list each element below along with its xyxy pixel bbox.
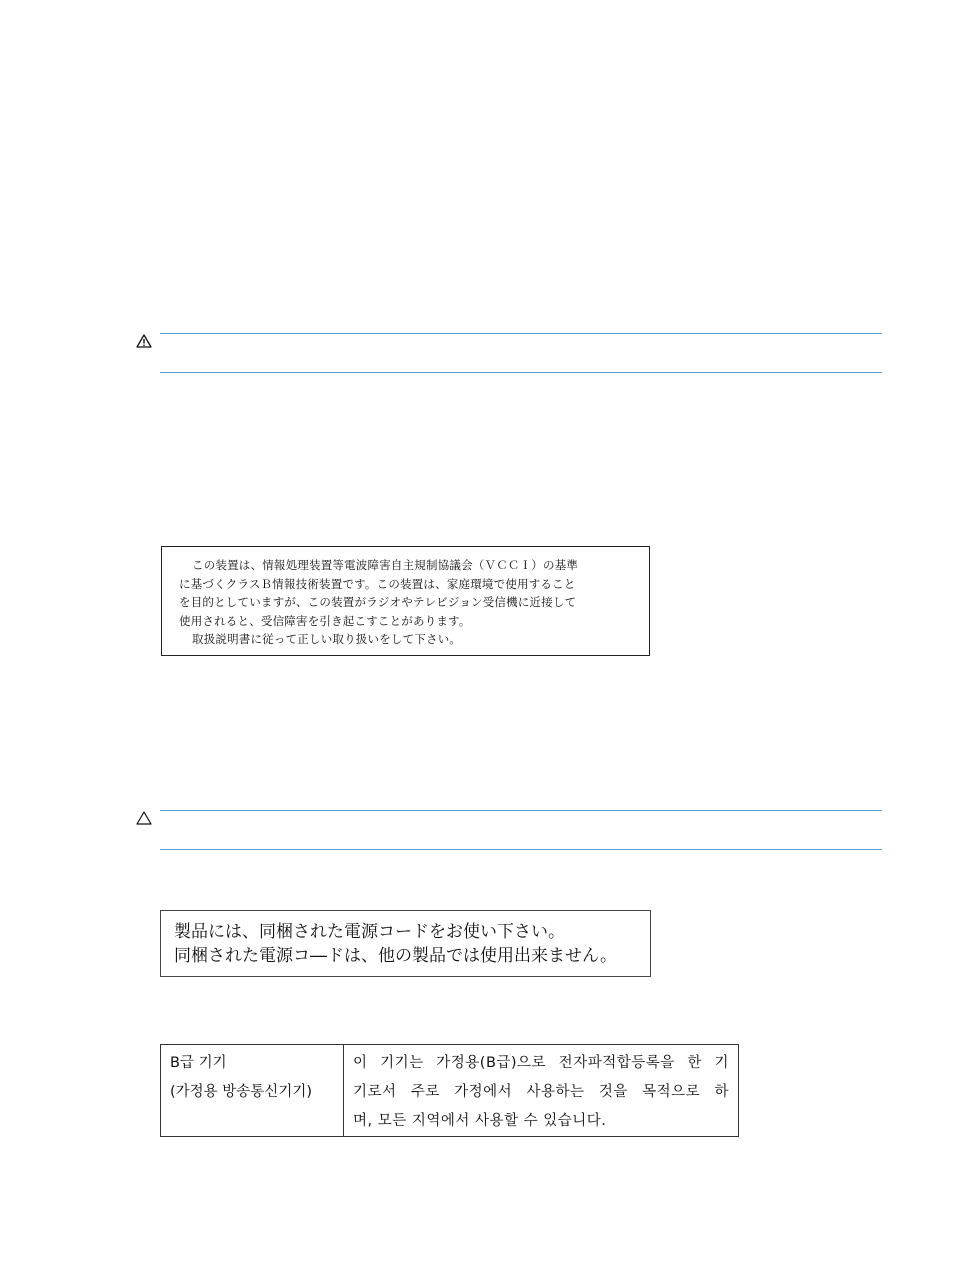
warning-top-rule <box>160 333 882 334</box>
power-cord-line: 同梱された電源コ―ドは、他の製品では使用出来ません。 <box>174 946 618 966</box>
caution-top-rule <box>160 810 882 811</box>
table-row <box>161 1045 739 1137</box>
statement-line: 이 기기는 가정용(B급)으로 전자파적합등록을 한 기 <box>353 1055 729 1071</box>
device-class-cell <box>161 1045 344 1137</box>
vcci-line: を目的としていますが、この装置がラジオやテレビジョン受信機に近接して <box>179 595 577 609</box>
statement-cell <box>344 1045 739 1137</box>
vcci-line: に基づくクラスＢ情報技術装置です。この装置は、家庭環境で使用すること <box>179 576 576 591</box>
statement-line: 기로서 주로 가정에서 사용하는 것을 목적으로 하 <box>353 1084 729 1100</box>
caution-icon <box>136 811 152 825</box>
warning-bottom-rule <box>160 372 882 373</box>
vcci-line: 使用されると、受信障害を引き起こすことがあります。 <box>179 613 471 628</box>
statement-line: 며, 모든 지역에서 사용할 수 있습니다. <box>353 1113 607 1129</box>
warning-icon <box>136 334 152 348</box>
vcci-notice-box <box>161 546 650 656</box>
device-class-line: B급 기기 <box>170 1055 227 1071</box>
vcci-line: この装置は、情報処理装置等電波障害自主規制協議会（ＶＣＣＩ）の基準 <box>192 558 579 572</box>
vcci-line: 取扱説明書に従って正しい取り扱いをして下さい。 <box>192 632 462 646</box>
device-class-line: (가정용 방송통신기기) <box>170 1084 312 1100</box>
caution-bottom-rule <box>160 849 882 850</box>
power-cord-line: 製品には、同梱された電源コードをお使い下さい。 <box>174 922 565 942</box>
power-cord-notice-box <box>160 910 651 977</box>
korean-notice-table <box>160 1044 739 1137</box>
